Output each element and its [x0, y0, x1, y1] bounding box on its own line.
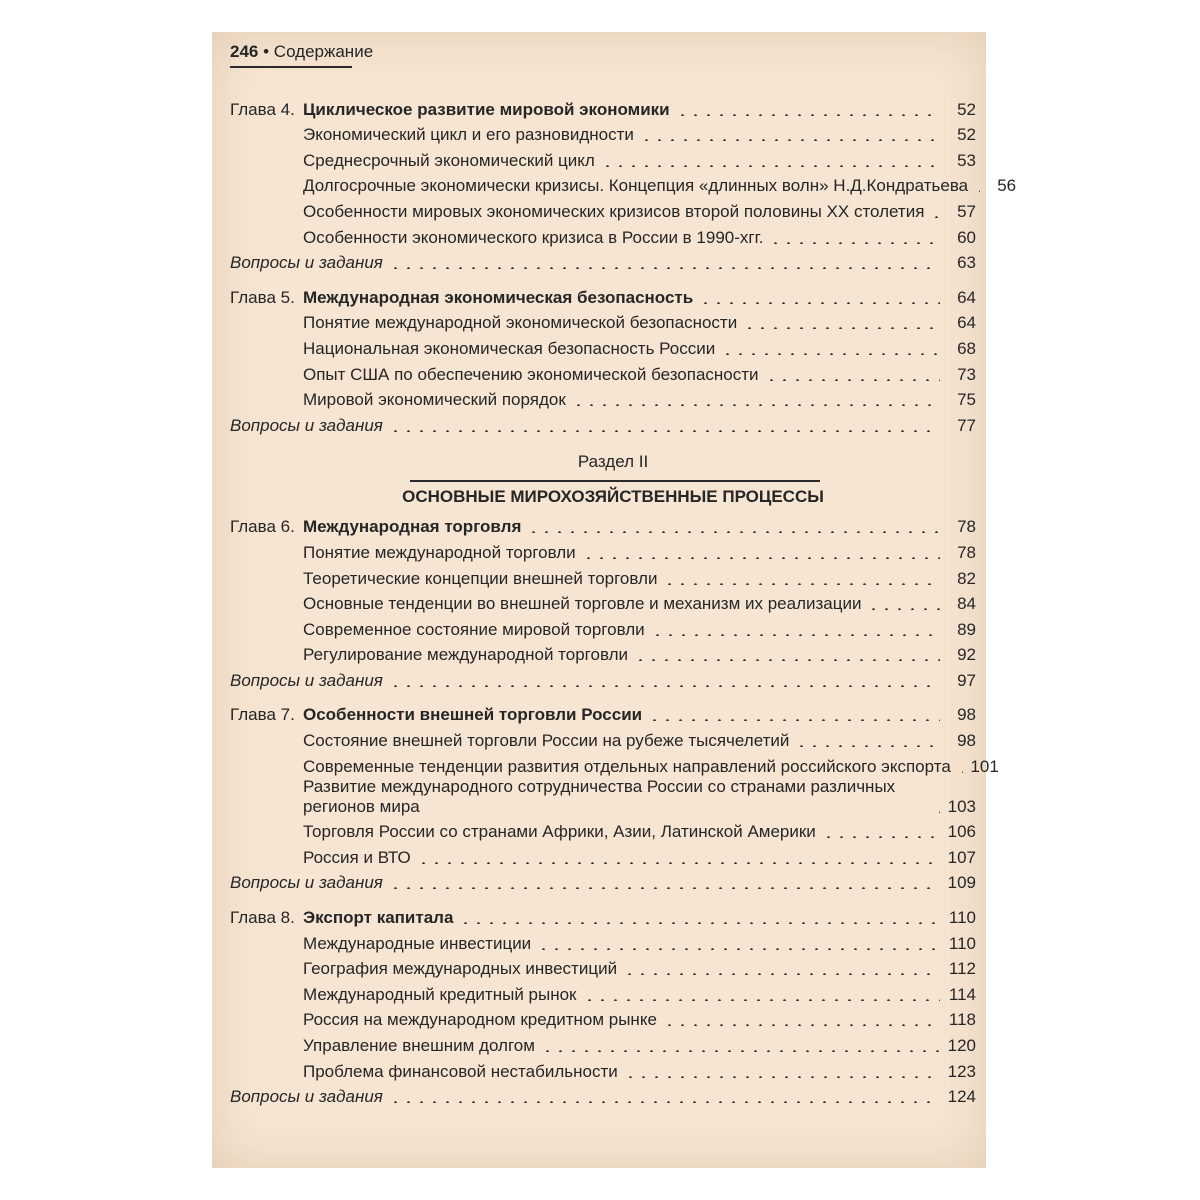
section-title: Среднесрочный экономический цикл	[303, 150, 595, 170]
toc-section-row[interactable]	[230, 614, 976, 640]
chapter-label: Глава 8.	[230, 908, 295, 928]
toc-section-row[interactable]	[230, 385, 976, 411]
toc-section-row[interactable]	[230, 640, 976, 666]
dot-leader	[537, 948, 940, 950]
dot-leader	[934, 811, 940, 813]
running-head	[230, 42, 374, 68]
toc-section-row[interactable]	[230, 145, 976, 171]
dot-leader	[389, 1101, 940, 1103]
dot-leader	[541, 1050, 940, 1052]
dot-leader	[930, 216, 940, 218]
page-ref: 78	[957, 517, 976, 537]
dot-leader	[663, 1024, 940, 1026]
section-title: Опыт США по обеспечению экономической безопасности	[303, 364, 759, 384]
questions-title: Вопросы и задания	[230, 253, 383, 273]
dot-leader	[769, 242, 940, 244]
page-ref: 92	[957, 645, 976, 665]
page-ref: 53	[957, 150, 976, 170]
page-ref: 89	[957, 619, 976, 639]
section-title: Понятие международной экономической безопасности	[303, 313, 738, 333]
dot-leader	[957, 771, 963, 773]
page-ref: 101	[970, 756, 999, 776]
toc-questions-row[interactable]	[230, 1082, 976, 1108]
page-ref: 98	[957, 731, 976, 751]
page-ref: 78	[957, 542, 976, 562]
chapter-label: Глава 7.	[230, 705, 295, 725]
toc-section-row[interactable]	[230, 359, 976, 385]
page-ref: 114	[948, 984, 976, 1004]
section-title: Современное состояние мировой торговли	[303, 619, 645, 639]
toc-section-row[interactable]	[230, 563, 976, 589]
spacer	[230, 691, 976, 700]
dot-leader	[527, 531, 940, 533]
page-ref: 52	[957, 125, 976, 145]
page-ref: 107	[947, 847, 976, 867]
toc-chapter-row[interactable]	[230, 94, 976, 120]
toc-questions-row[interactable]	[230, 410, 976, 436]
part-divider	[410, 480, 820, 482]
section-title: Проблема финансовой нестабильности	[303, 1061, 618, 1081]
toc-section-row[interactable]	[230, 954, 976, 980]
chapter-title: Особенности внешней торговли России	[303, 705, 643, 725]
dot-leader	[676, 114, 940, 116]
section-title: География международных инвестиций	[303, 959, 618, 979]
section-title: Особенности экономического кризиса в России в 1990-хгг.	[303, 227, 764, 247]
section-title: Особенности мировых экономических кризисов второй половины XX столетия	[303, 201, 925, 221]
part-title: ОСНОВНЫЕ МИРОХОЗЯЙСТВЕННЫЕ ПРОЦЕССЫ	[402, 486, 824, 506]
page-ref: 106	[947, 822, 976, 842]
toc-section-row[interactable]	[230, 222, 976, 248]
toc-section-row[interactable]	[230, 537, 976, 563]
questions-title: Вопросы и задания	[230, 1087, 383, 1107]
toc-questions-row[interactable]	[230, 868, 976, 894]
dot-leader	[572, 404, 940, 406]
dot-leader	[601, 165, 940, 167]
page-ref: 82	[957, 568, 976, 588]
section-title: Экономический цикл и его разновидности	[303, 125, 634, 145]
header-section-title: Содержание	[273, 42, 374, 61]
page-ref: 124	[947, 1087, 976, 1107]
page-number: 246	[230, 42, 259, 61]
header-separator: •	[263, 42, 270, 61]
chapter-label: Глава 4.	[230, 99, 295, 119]
toc-section-row[interactable]	[230, 589, 976, 615]
section-title: Понятие международной торговли	[303, 542, 576, 562]
toc-section-row[interactable]	[230, 120, 976, 146]
chapter-title: Циклическое развитие мировой экономики	[303, 99, 670, 119]
toc-section-row[interactable]	[230, 1056, 976, 1082]
toc-section-row[interactable]	[230, 751, 999, 777]
spacer	[230, 893, 976, 902]
page-ref: 112	[948, 959, 976, 979]
page-ref: 63	[957, 253, 976, 273]
section-title: Основные тенденции во внешней торговле и механизм их реализации	[303, 594, 862, 614]
toc-chapter-row[interactable]	[230, 700, 976, 726]
book-page	[212, 32, 1017, 1168]
page-ref: 77	[957, 415, 976, 435]
page-ref: 109	[947, 873, 976, 893]
dot-leader	[389, 430, 940, 432]
page-ref: 64	[957, 313, 976, 333]
toc-section-row[interactable]	[230, 777, 976, 817]
toc-section-row[interactable]	[230, 928, 976, 954]
toc-section-row[interactable]	[230, 817, 976, 843]
section-title: Международные инвестиции	[303, 933, 532, 953]
section-title: Управление внешним долгом	[303, 1036, 535, 1055]
dot-leader	[459, 922, 940, 924]
dot-leader	[721, 353, 940, 355]
page-ref: 68	[957, 338, 976, 358]
dot-leader	[795, 745, 940, 747]
dot-leader	[583, 999, 941, 1001]
dot-leader	[640, 139, 940, 141]
toc-section-row[interactable]	[230, 725, 976, 751]
part-label: Раздел II	[577, 451, 649, 471]
dot-leader	[699, 302, 940, 304]
toc-section-row[interactable]	[230, 1030, 976, 1056]
page-ref: 73	[957, 364, 976, 384]
section-title: Национальная экономическая безопасность России	[303, 338, 716, 358]
toc-section-row[interactable]	[230, 333, 976, 359]
dot-leader	[765, 379, 940, 381]
section-title: Россия на международном кредитном рынке	[303, 1010, 657, 1030]
toc-section-row[interactable]	[230, 979, 976, 1005]
dot-leader	[389, 887, 940, 889]
page-ref: 56	[997, 176, 1017, 196]
dot-leader	[663, 583, 940, 585]
toc-questions-row[interactable]	[230, 248, 976, 274]
toc-chapter-row[interactable]	[230, 902, 976, 928]
section-title: Россия и ВТО	[303, 847, 411, 867]
page-ref: 103	[947, 796, 976, 816]
toc-section-row[interactable]	[230, 842, 976, 868]
section-title: Торговля России со странами Африки, Азии, Латинской Америки	[303, 822, 816, 842]
page-ref: 123	[947, 1061, 976, 1081]
dot-leader	[743, 327, 940, 329]
toc-chapter-row[interactable]	[230, 282, 976, 308]
questions-title: Вопросы и задания	[230, 670, 383, 690]
page-ref: 97	[957, 670, 976, 690]
dot-leader	[582, 557, 940, 559]
section-title: Мировой экономический порядок	[303, 390, 566, 410]
page-ref: 110	[948, 908, 976, 928]
page-ref: 110	[948, 933, 976, 953]
page-ref: 84	[957, 594, 976, 614]
section-title: Развитие международного сотрудничества России со странами различных регионов мира	[303, 776, 896, 816]
toc-questions-row[interactable]	[230, 665, 976, 691]
section-title: Долгосрочные экономически кризисы. Концепция «длинных волн» Н.Д.Кондратьева	[303, 176, 969, 196]
page-ref: 57	[957, 201, 976, 221]
page-ref: 120	[947, 1036, 976, 1055]
dot-leader	[867, 608, 940, 610]
toc-section-row[interactable]	[230, 1005, 976, 1031]
questions-title: Вопросы и задания	[230, 873, 383, 893]
dot-leader	[648, 719, 940, 721]
dot-leader	[822, 836, 940, 838]
chapter-label: Глава 5.	[230, 287, 295, 307]
dot-leader	[389, 685, 940, 687]
toc-chapter-row[interactable]	[230, 512, 976, 538]
page-ref: 60	[957, 227, 976, 247]
page-ref: 64	[957, 287, 976, 307]
toc-section-row[interactable]	[230, 308, 976, 334]
page-ref: 52	[957, 99, 976, 119]
section-title: Международный кредитный рынок	[303, 984, 577, 1004]
chapter-label: Глава 6.	[230, 517, 295, 537]
dot-leader	[623, 973, 940, 975]
dot-leader	[624, 1076, 940, 1078]
dot-leader	[651, 634, 940, 636]
dot-leader	[389, 267, 940, 269]
page-ref: 98	[957, 705, 976, 725]
dot-leader	[974, 190, 980, 192]
toc-section-row[interactable]	[230, 171, 1017, 197]
chapter-title: Международная торговля	[303, 517, 522, 537]
dot-leader	[634, 659, 940, 661]
section-title: Современные тенденции развития отдельных направлений российского экспорта	[303, 756, 951, 776]
dot-leader	[417, 862, 940, 864]
chapter-title: Международная экономическая безопасность	[303, 287, 694, 307]
chapter-title: Экспорт капитала	[303, 908, 454, 928]
section-title: Теоретические концепции внешней торговли	[303, 568, 658, 588]
page-ref: 75	[957, 390, 976, 410]
section-title: Состояние внешней торговли России на рубеже тысячелетий	[303, 731, 790, 751]
toc-section-row[interactable]	[230, 196, 976, 222]
section-title: Регулирование международной торговли	[303, 645, 629, 665]
spacer	[230, 436, 976, 446]
questions-title: Вопросы и задания	[230, 415, 383, 435]
spacer	[230, 273, 976, 282]
table-of-contents	[230, 94, 1017, 1107]
page-ref: 118	[948, 1010, 976, 1030]
